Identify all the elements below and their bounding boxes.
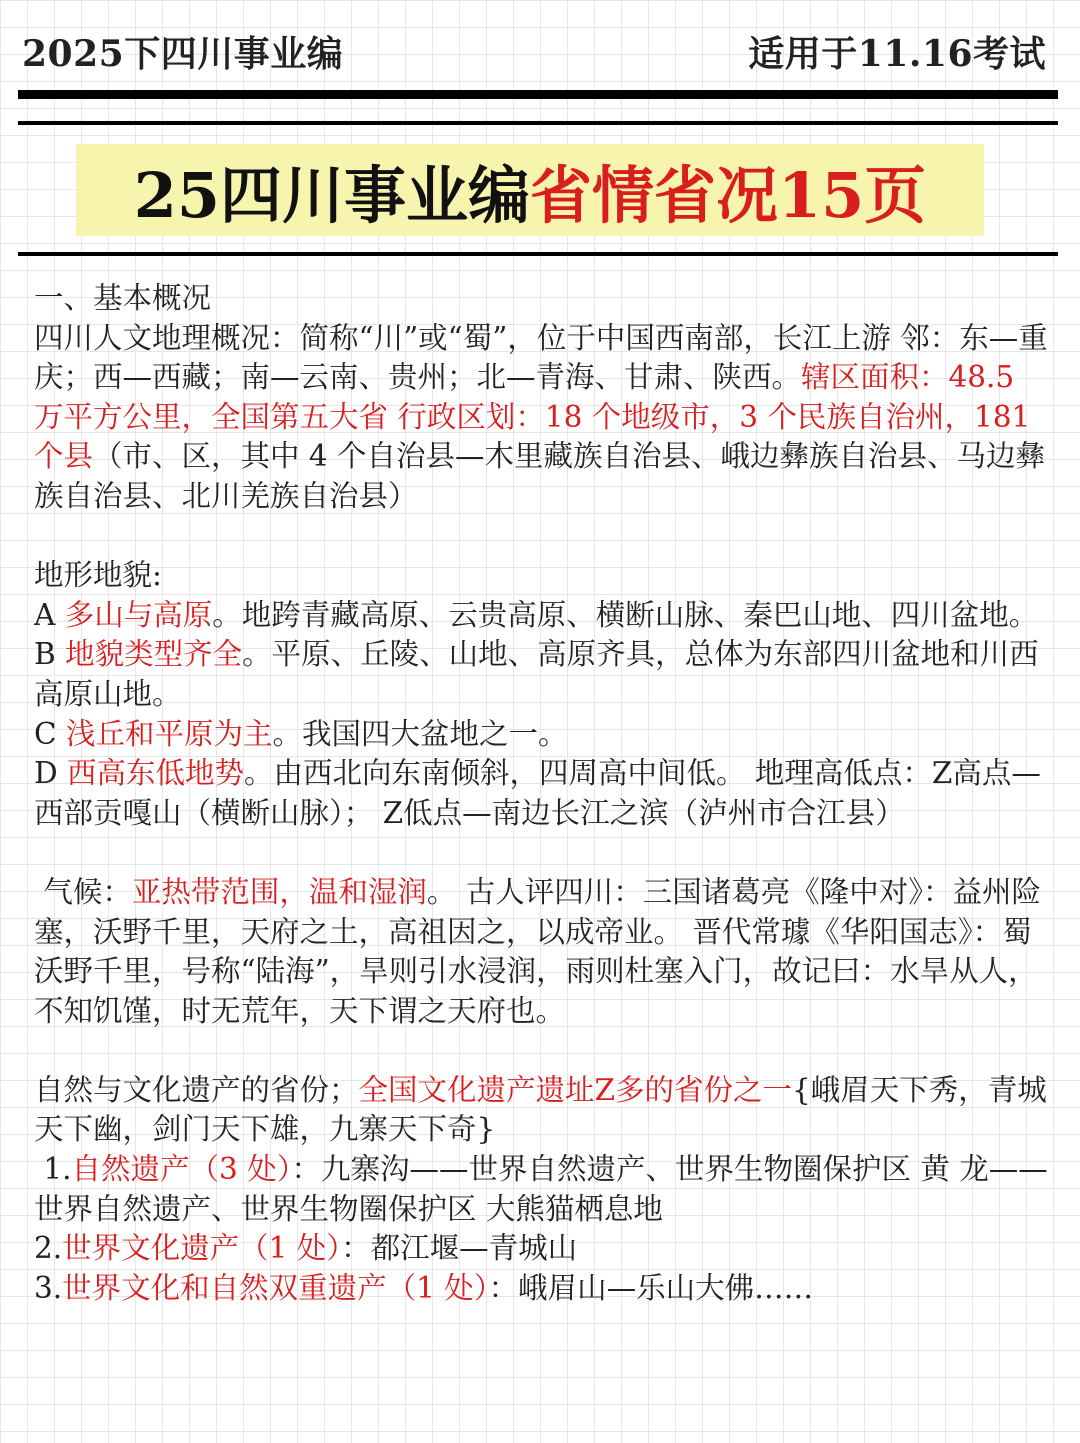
terrain-b-text: 。平原、丘陵、山地、高原齐具，总体为东部四川盆地和川西高原山地。	[34, 637, 1039, 711]
terrain-item-c	[34, 715, 1050, 755]
terrain-a-highlight: 多山与高原	[64, 597, 213, 632]
heritage-3-highlight: 世界文化和自然双重遗产（1 处）	[62, 1270, 489, 1305]
heritage-intro-text: 自然与文化遗产的省份；	[34, 1072, 359, 1107]
heritage-1-highlight: 自然遗产（3 处）	[71, 1152, 292, 1187]
heritage-1-text: ：九寨沟——世界自然遗产、世界生物圈保护区 黄 龙——世界自然遗产、世界生物圈保护区 大熊猫栖息地	[34, 1152, 1048, 1226]
overview-text-b: （市、区，其中 4 个自治县—木里藏族自治县、峨边彝族自治县、马边彝族自治县、北川羌族自治县）	[34, 439, 1046, 513]
header-left-text: 2025下四川事业编	[22, 32, 344, 75]
terrain-c-prefix: C	[34, 716, 66, 751]
page-title	[76, 144, 984, 236]
terrain-b-highlight: 地貌类型齐全	[65, 637, 243, 672]
heritage-item-1	[34, 1150, 1050, 1229]
terrain-b-prefix: B	[34, 637, 66, 672]
document-body	[34, 279, 1050, 1308]
spacer	[34, 517, 1050, 557]
climate-label: 气候：	[43, 874, 132, 909]
top-thick-divider	[18, 90, 1058, 99]
page-header	[22, 28, 1046, 74]
climate-highlight: 亚热带范围，温和湿润	[131, 874, 427, 909]
terrain-a-prefix: A	[34, 597, 65, 632]
terrain-item-a	[34, 596, 1050, 636]
header-right-text: 适用于11.16考试	[748, 32, 1046, 75]
heritage-3-text: ：峨眉山—乐山大佛……	[488, 1270, 814, 1305]
heritage-item-3	[34, 1269, 1050, 1309]
terrain-d-text: 。由西北向东南倾斜，四周高中间低。 地理高低点：Z高点—西部贡嘎山（横断山脉）； Z低点—南边长江之滨（泸州市合江县）	[34, 756, 1041, 830]
terrain-item-b	[34, 635, 1050, 714]
terrain-d-highlight: 西高东低地势	[67, 756, 245, 791]
top-thin-divider	[18, 121, 1058, 125]
heritage-2-num: 2.	[34, 1231, 63, 1266]
heritage-2-highlight: 世界文化遗产（1 处）	[62, 1231, 342, 1266]
climate-paragraph	[34, 873, 1050, 1031]
heritage-2-text: ：都江堰—青城山	[341, 1231, 578, 1266]
title-red-part: 省情省况15页	[530, 158, 927, 232]
section-heading-terrain: 地形地貌:	[34, 558, 162, 593]
terrain-c-highlight: 浅丘和平原为主	[65, 716, 273, 751]
heritage-intro-tail: {峨眉天下秀，青城天下幽，剑门天下雄，九寨天下奇}	[34, 1072, 1047, 1147]
heritage-intro-highlight: 全国文化遗产遗址Z多的省份之一	[358, 1072, 793, 1107]
overview-text-a: 四川人文地理概况：简称“川”或“蜀”，位于中国西南部，长江上游 邻：东—重庆；西—西藏；南—云南、贵州；北—青海、甘肃、陕西。	[34, 320, 1048, 395]
spacer	[34, 1031, 1050, 1071]
title-bottom-divider	[18, 252, 1058, 256]
terrain-c-text: 。我国四大盆地之一。	[272, 716, 568, 751]
spacer	[34, 833, 1050, 873]
overview-paragraph	[34, 319, 1050, 517]
title-black-part: 25四川事业编	[133, 158, 530, 232]
heritage-1-num: 1.	[43, 1152, 72, 1187]
terrain-item-d	[34, 754, 1050, 833]
climate-text: 。 古人评四川：三国诸葛亮《隆中对》：益州险塞，沃野千里，天府之土，高祖因之，以成帝业。 晋代常璩《华阳国志》：蜀沃野千里，号称“陆海”，旱则引水浸润，雨则杜塞入门，故记曰：水旱从人，不知饥馑，时无荒年，天下谓之天府也。	[34, 874, 1042, 1028]
section-heading-overview: 一、基本概况	[34, 281, 212, 315]
overview-highlight: 辖区面积：48.5 万平方公里，全国第五大省 行政区划：18 个地级市，3 个民族自治州，181 个县	[34, 360, 1031, 474]
terrain-a-text: 。地跨青藏高原、云贵高原、横断山脉、秦巴山地、四川盆地。	[212, 597, 1039, 632]
heritage-intro	[34, 1071, 1050, 1150]
heritage-3-num: 3.	[34, 1270, 63, 1305]
terrain-d-prefix: D	[34, 756, 68, 791]
heritage-item-2	[34, 1229, 1050, 1269]
